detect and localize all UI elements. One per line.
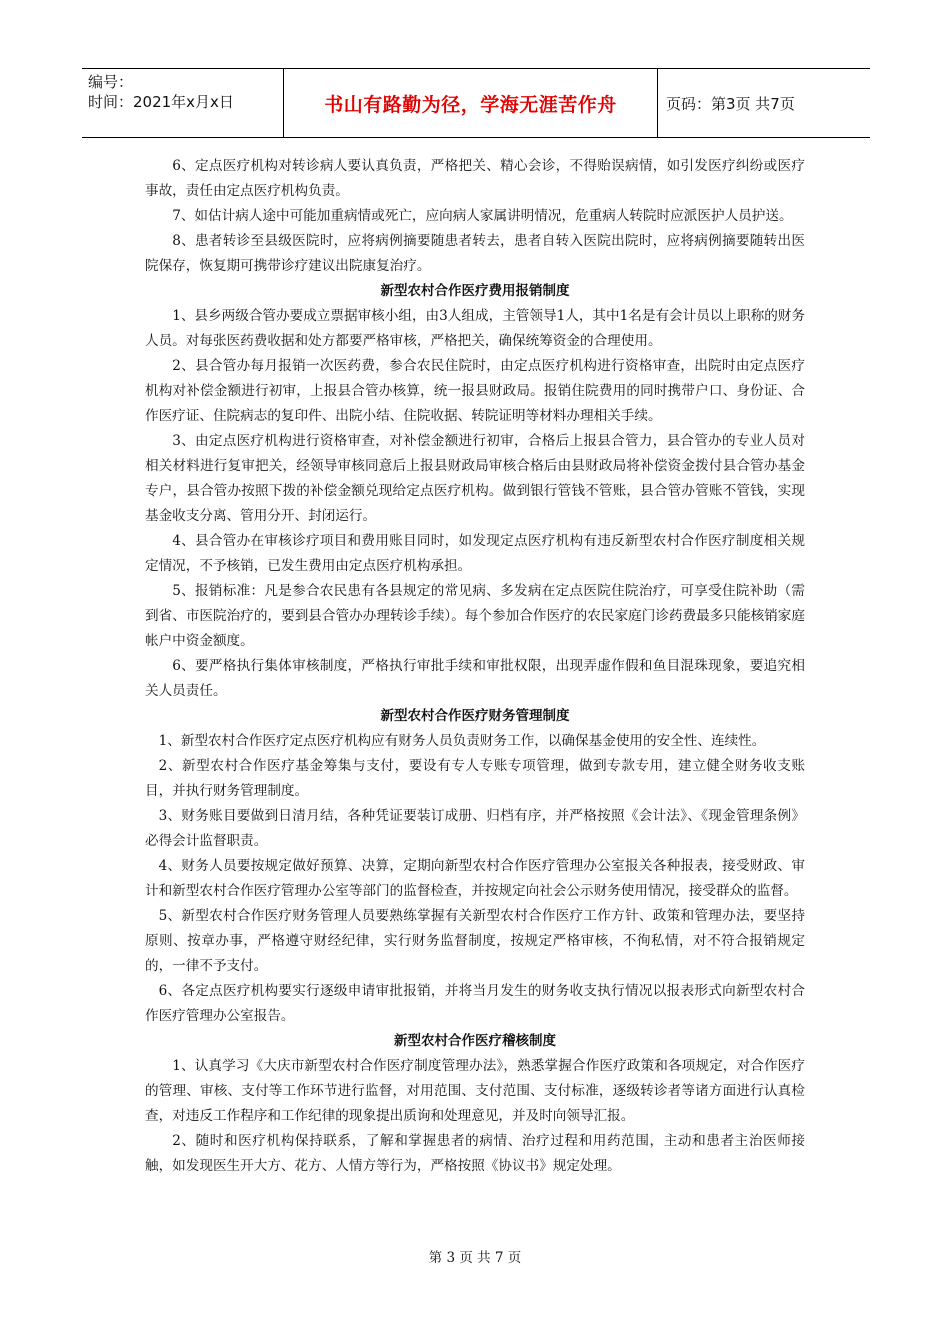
paragraph: 6、定点医疗机构对转诊病人要认真负责，严格把关、精心会诊，不得贻误病情，如引发医疗纠纷或医疗事故，责任由定点医疗机构负责。	[145, 158, 805, 199]
paragraph: 4、县合管办在审核诊疗项目和费用账目同时，如发现定点医疗机构有违反新型农村合作医疗制度相关规定情况，不予核销，已发生费用由定点医疗机构承担。	[145, 533, 805, 574]
paragraph: 2、县合管办每月报销一次医药费，参合农民住院时，由定点医疗机构进行资格审查，出院时由定点医疗机构对补偿金额进行初审，上报县合管办核算，统一报县财政局。报销住院费用的同时携带户口、身份证、合作医疗证、住院病志的复印件、出院小结、住院收据、转院证明等材料办理相关手续。	[145, 358, 805, 424]
document-body	[145, 154, 805, 1179]
page-footer: 第 3 页 共 7 页	[428, 1250, 522, 1266]
paragraph: 7、如估计病人途中可能加重病情或死亡，应向病人家属讲明情况，危重病人转院时应派医护人员护送。	[172, 208, 793, 224]
section-title: 新型农村合作医疗稽核制度	[394, 1033, 556, 1049]
paragraph: 2、随时和医疗机构保持联系，了解和掌握患者的病情、治疗过程和用药范围，主动和患者主治医师接触，如发现医生开大方、花方、人情方等行为，严格按照《协议书》规定处理。	[145, 1133, 805, 1174]
paragraph: 8、患者转诊至县级医院时，应将病例摘要随患者转去，患者自转入医院出院时，应将病例摘要随转出医院保存，恢复期可携带诊疗建议出院康复治疗。	[145, 233, 805, 274]
header-page-label: 页码：第3页 共7页	[666, 94, 795, 113]
paragraph: 5、新型农村合作医疗财务管理人员要熟练掌握有关新型农村合作医疗工作方针、政策和管理办法，要坚持原则、按章办事，严格遵守财经纪律，实行财务监督制度，按规定严格审核，不徇私情，对不符合报销规定的，一律不予支付。	[145, 908, 805, 974]
paragraph: 1、认真学习《大庆市新型农村合作医疗制度管理办法》，熟悉掌握合作医疗政策和各项规定，对合作医疗的管理、审核、支付等工作环节进行监督，对用范围、支付范围、支付标准，逐级转诊者等诸方面进行认真检查，对违反工作程序和工作纪律的现象提出质询和处理意见，并及时向领导汇报。	[145, 1058, 805, 1124]
date-label: 时间：2021年x月x日	[88, 93, 234, 111]
header-motto: 书山有路勤为径，学海无涯苦作舟	[284, 69, 658, 137]
paragraph: 3、财务账目要做到日清月结，各种凭证要装订成册、归档有序，并严格按照《会计法》、《现金管理条例》必得会计监督职责。	[145, 808, 805, 849]
serial-number-label: 编号：	[88, 73, 134, 91]
paragraph: 1、县乡两级合管办要成立票据审核小组，由3人组成，主管领导1人，其中1名是有会计员以上职称的财务人员。对每张医药费收据和处方都要严格审核，严格把关，确保统筹资金的合理使用。	[145, 308, 805, 349]
section-title: 新型农村合作医疗费用报销制度	[380, 283, 570, 299]
paragraph: 6、要严格执行集体审核制度，严格执行审批手续和审批权限，出现弄虚作假和鱼目混珠现象，要追究相关人员责任。	[145, 658, 805, 699]
paragraph: 4、财务人员要按规定做好预算、决算，定期向新型农村合作医疗管理办公室报关各种报表，接受财政、审计和新型农村合作医疗管理办公室等部门的监督检查，并按规定向社会公示财务使用情况，接受群众的监督。	[145, 858, 805, 899]
paragraph: 6、各定点医疗机构要实行逐级申请审批报销，并将当月发生的财务收支执行情况以报表形式向新型农村合作医疗管理办公室报告。	[145, 983, 805, 1024]
paragraph: 3、由定点医疗机构进行资格审查，对补偿金额进行初审，合格后上报县合管力，县合管办的专业人员对相关材料进行复审把关，经领导审核同意后上报县财政局审核合格后由县财政局将补偿资金拨付县合管办基金专户，县合管办按照下拨的补偿金额兑现给定点医疗机构。做到银行管钱不管账，县合管办管账不管钱，实现基金收支分离、管用分开、封闭运行。	[145, 433, 805, 524]
paragraph: 2、新型农村合作医疗基金筹集与支付，要设有专人专账专项管理，做到专款专用，建立健全财务收支账目，并执行财务管理制度。	[145, 758, 805, 799]
page-header	[82, 68, 870, 138]
paragraph: 5、报销标准：凡是参合农民患有各县规定的常见病、多发病在定点医院住院治疗，可享受住院补助（需到省、市医院治疗的，要到县合管办办理转诊手续）。每个参加合作医疗的农民家庭门诊药费最多只能核销家庭帐户中资金额度。	[145, 583, 805, 649]
section-title: 新型农村合作医疗财务管理制度	[380, 708, 570, 724]
header-meta	[82, 69, 284, 137]
paragraph: 1、新型农村合作医疗定点医疗机构应有财务人员负责财务工作，以确保基金使用的安全性、连续性。	[158, 733, 766, 749]
